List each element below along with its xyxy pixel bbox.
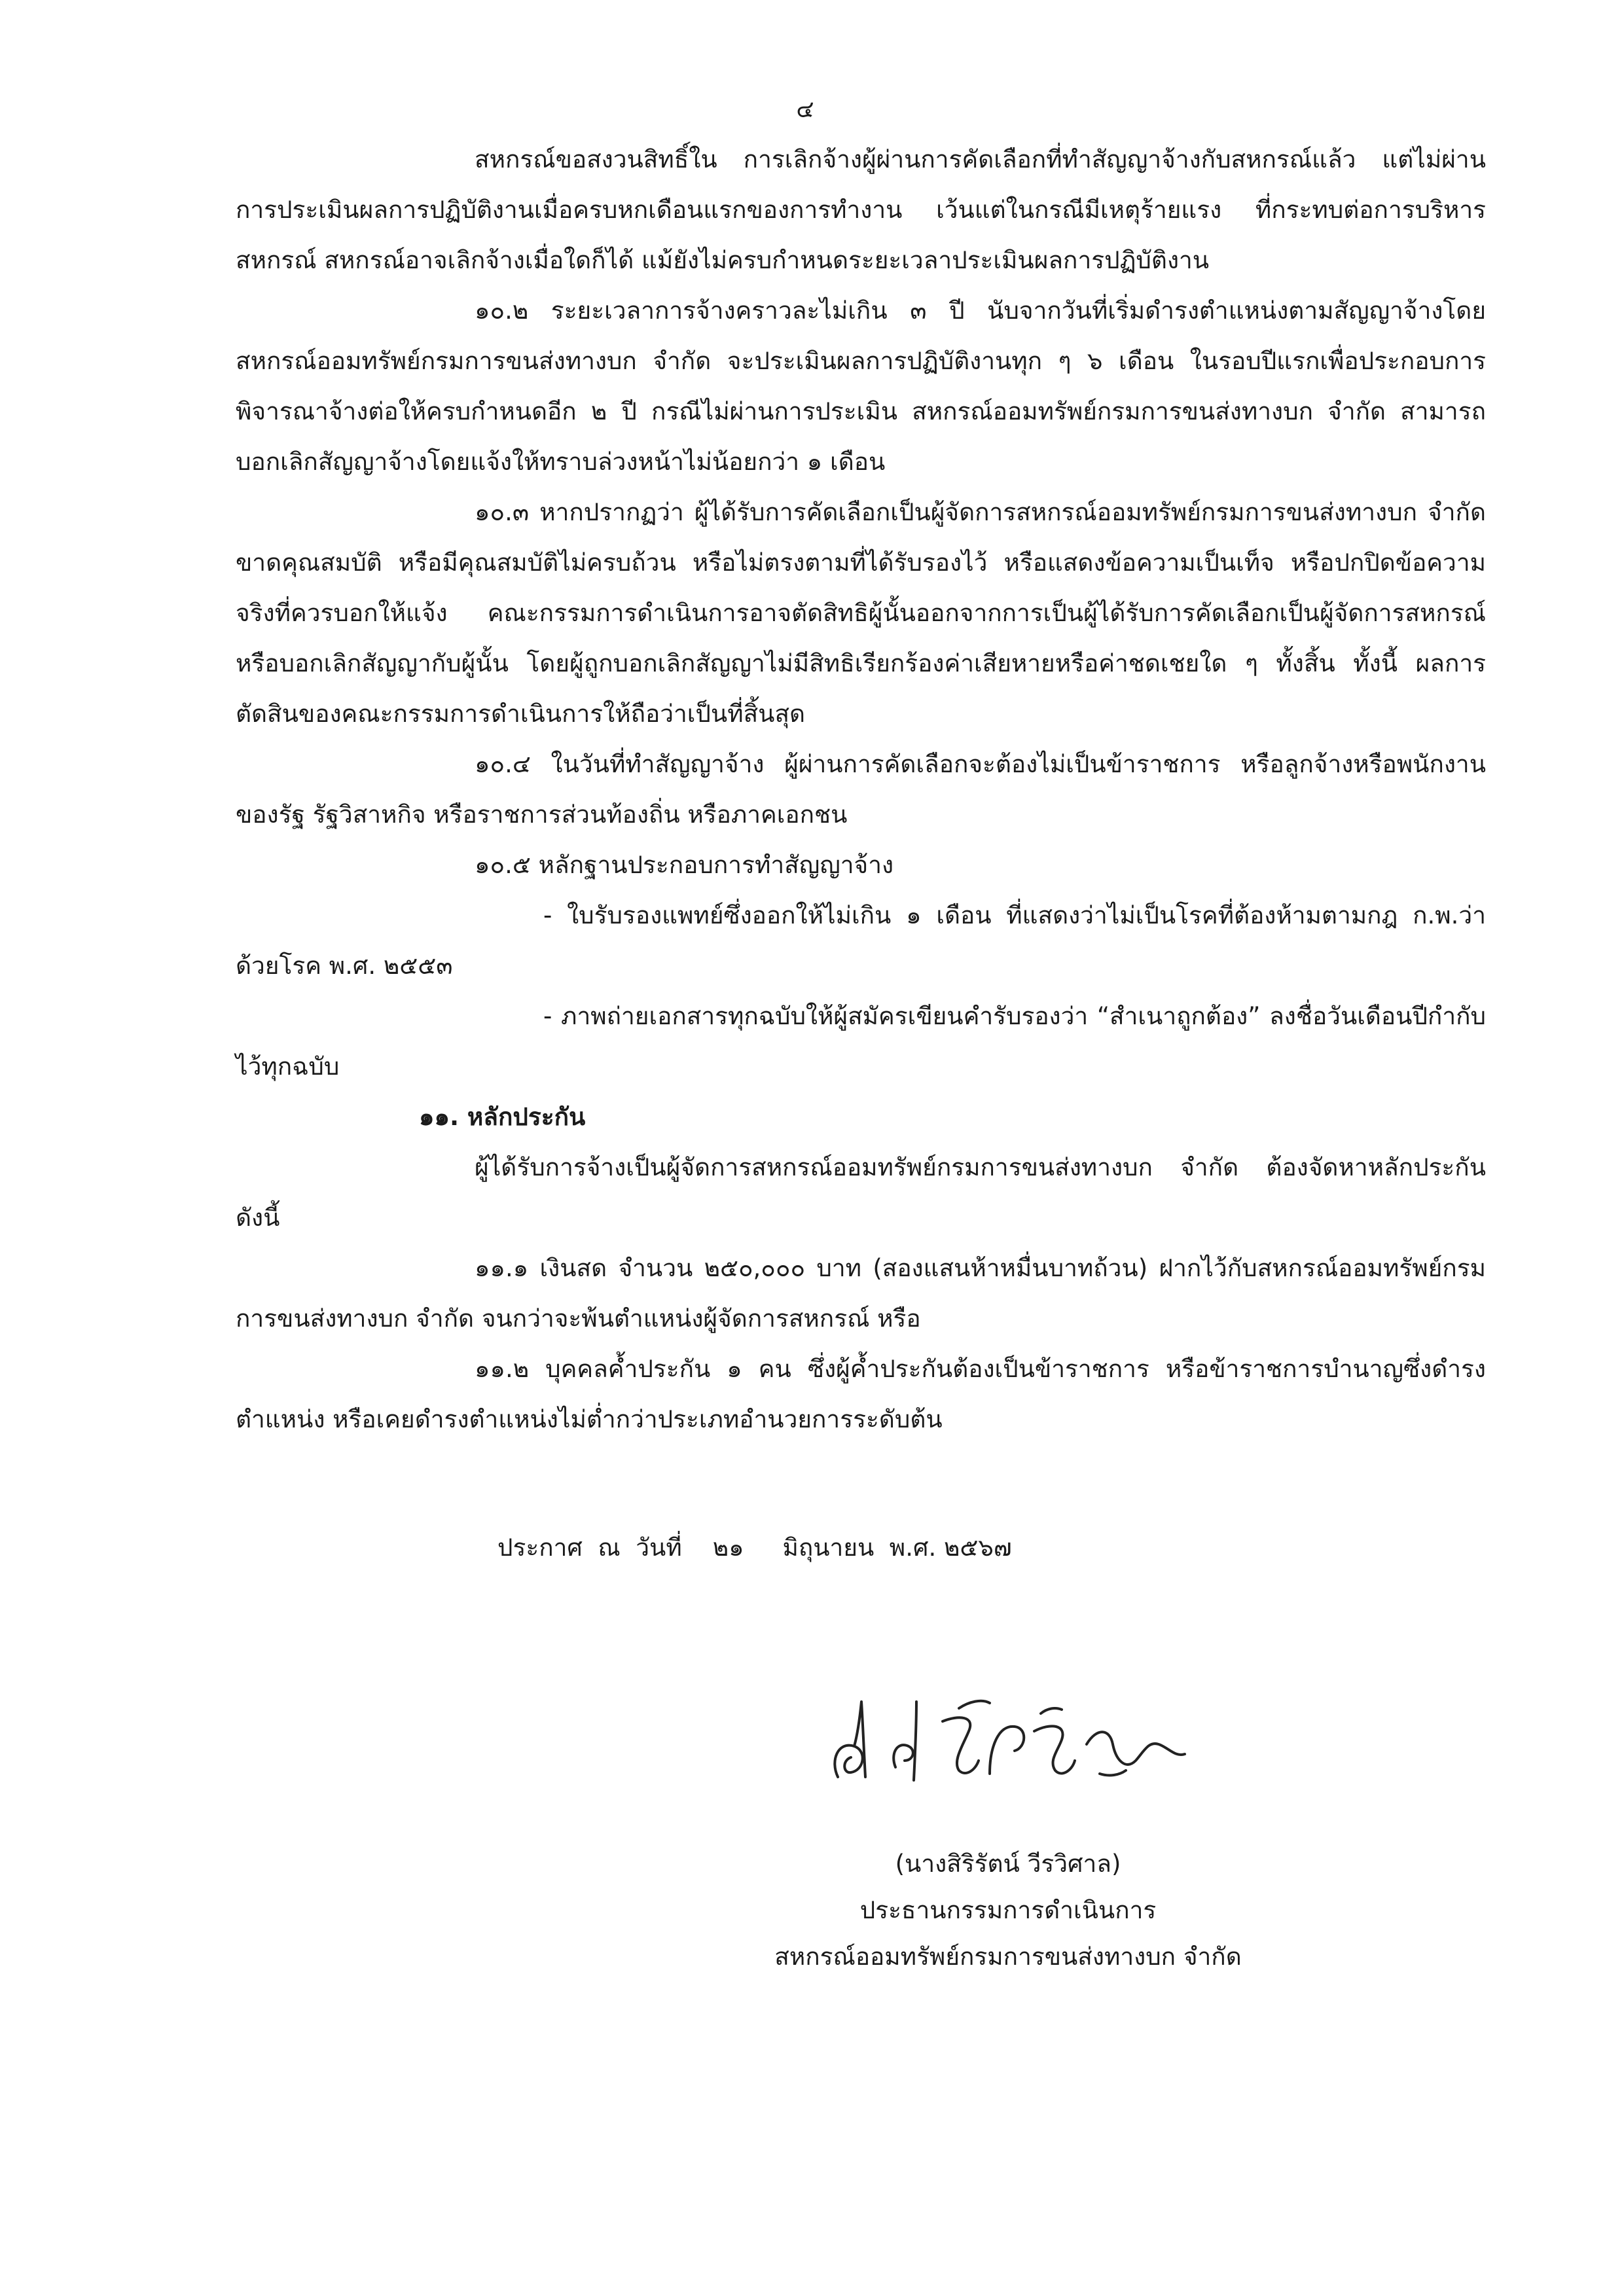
signature-image <box>818 1662 1211 1820</box>
paragraph-right-to-terminate: สหกรณ์ขอสงวนสิทธิ์ใน การเลิกจ้างผู้ผ่านการคัดเลือกที่ทำสัญญาจ้างกับสหกรณ์แล้ว แต่ไม่ผ่านการประเมินผลการปฏิบัติงานเมื่อครบหกเดือนแรกของการทำงาน เว้นแต่ในกรณีมีเหตุร้ายแรง ที่กระทบต่อการบริหารสหกรณ์ สหกรณ์อาจเลิกจ้างเมื่อใดก็ได้ แม้ยังไม่ครบกำหนดระยะเวลาประเมินผลการปฏิบัติงาน <box>236 145 1486 274</box>
document-body <box>236 134 1486 1444</box>
signatory-position: ประธานกรรมการดำเนินการ <box>859 1896 1157 1924</box>
signatory-block <box>655 1840 1362 1980</box>
paragraph-11-2-guarantor: ๑๑.๒ บุคคลค้ำประกัน ๑ คน ซึ่งผู้ค้ำประกันต้องเป็นข้าราชการ หรือข้าราชการบำนาญซึ่งดำรงตำแหน่ง หรือเคยดำรงตำแหน่งไม่ต่ำกว่าประเภทอำนวยการระดับต้น <box>236 1355 1486 1433</box>
paragraph-10-4-contract-day: ๑๐.๔ ในวันที่ทำสัญญาจ้าง ผู้ผ่านการคัดเลือกจะต้องไม่เป็นข้าราชการ หรือลูกจ้างหรือพนักงานของรัฐ รัฐวิสาหกิจ หรือราชการส่วนท้องถิ่น หรือภาคเอกชน <box>236 750 1486 829</box>
paragraph-11-intro: ผู้ได้รับการจ้างเป็นผู้จัดการสหกรณ์ออมทรัพย์กรมการขนส่งทางบก จำกัด ต้องจัดหาหลักประกันดังนี้ <box>236 1153 1486 1232</box>
paragraph-10-5-contract-evidence: ๑๐.๕ หลักฐานประกอบการทำสัญญาจ้าง <box>475 851 894 879</box>
signatory-organization: สหกรณ์ออมทรัพย์กรมการขนส่งทางบก จำกัด <box>774 1943 1242 1971</box>
announcement-date: ประกาศ ณ วันที่ ๒๑ มิถุนายน พ.ศ. ๒๕๖๗ <box>497 1534 1012 1562</box>
section-11-heading: ๑๑. หลักประกัน <box>419 1103 586 1131</box>
signatory-name: (นางสิริรัตน์ วีรวิศาล) <box>895 1850 1121 1878</box>
bullet-document-copies: - ภาพถ่ายเอกสารทุกฉบับให้ผู้สมัครเขียนคำรับรองว่า “สำเนาถูกต้อง” ลงชื่อวันเดือนปีกำกับไว้ทุกฉบับ <box>236 1002 1486 1081</box>
bullet-medical-certificate: - ใบรับรองแพทย์ซึ่งออกให้ไม่เกิน ๑ เดือน ที่แสดงว่าไม่เป็นโรคที่ต้องห้ามตามกฎ ก.พ.ว่าด้วยโรค พ.ศ. ๒๕๕๓ <box>236 901 1486 980</box>
paragraph-11-1-cash-deposit: ๑๑.๑ เงินสด จำนวน ๒๕๐,๐๐๐ บาท (สองแสนห้าหมื่นบาทถ้วน) ฝากไว้กับสหกรณ์ออมทรัพย์กรมการขนส่งทางบก จำกัด จนกว่าจะพ้นตำแหน่งผู้จัดการสหกรณ์ หรือ <box>236 1254 1486 1333</box>
paragraph-10-2-employment-term: ๑๐.๒ ระยะเวลาการจ้างคราวละไม่เกิน ๓ ปี นับจากวันที่เริ่มดำรงตำแหน่งตามสัญญาจ้างโดยสหกรณ์ออมทรัพย์กรมการขนส่งทางบก จำกัด จะประเมินผลการปฏิบัติงานทุก ๆ ๖ เดือน ในรอบปีแรกเพื่อประกอบการพิจารณาจ้างต่อให้ครบกำหนดอีก ๒ ปี กรณีไม่ผ่านการประเมิน สหกรณ์ออมทรัพย์กรมการขนส่งทางบก จำกัด สามารถบอกเลิกสัญญาจ้างโดยแจ้งให้ทราบล่วงหน้าไม่น้อยกว่า ๑ เดือน <box>236 296 1486 476</box>
paragraph-10-3-disqualification: ๑๐.๓ หากปรากฏว่า ผู้ได้รับการคัดเลือกเป็นผู้จัดการสหกรณ์ออมทรัพย์กรมการขนส่งทางบก จำกัด ขาดคุณสมบัติ หรือมีคุณสมบัติไม่ครบถ้วน หรือไม่ตรงตามที่ได้รับรองไว้ หรือแสดงข้อความเป็นเท็จ หรือปกปิดข้อความจริงที่ควรบอกให้แจ้ง คณะกรรมการดำเนินการอาจตัดสิทธิผู้นั้นออกจากการเป็นผู้ได้รับการคัดเลือกเป็นผู้จัดการสหกรณ์ หรือบอกเลิกสัญญากับผู้นั้น โดยผู้ถูกบอกเลิกสัญญาไม่มีสิทธิเรียกร้องค่าเสียหายหรือค่าชดเชยใด ๆ ทั้งสิ้น ทั้งนี้ ผลการตัดสินของคณะกรรมการดำเนินการให้ถือว่าเป็นที่สิ้นสุด <box>236 498 1486 728</box>
page-number: ๔ <box>796 96 814 123</box>
